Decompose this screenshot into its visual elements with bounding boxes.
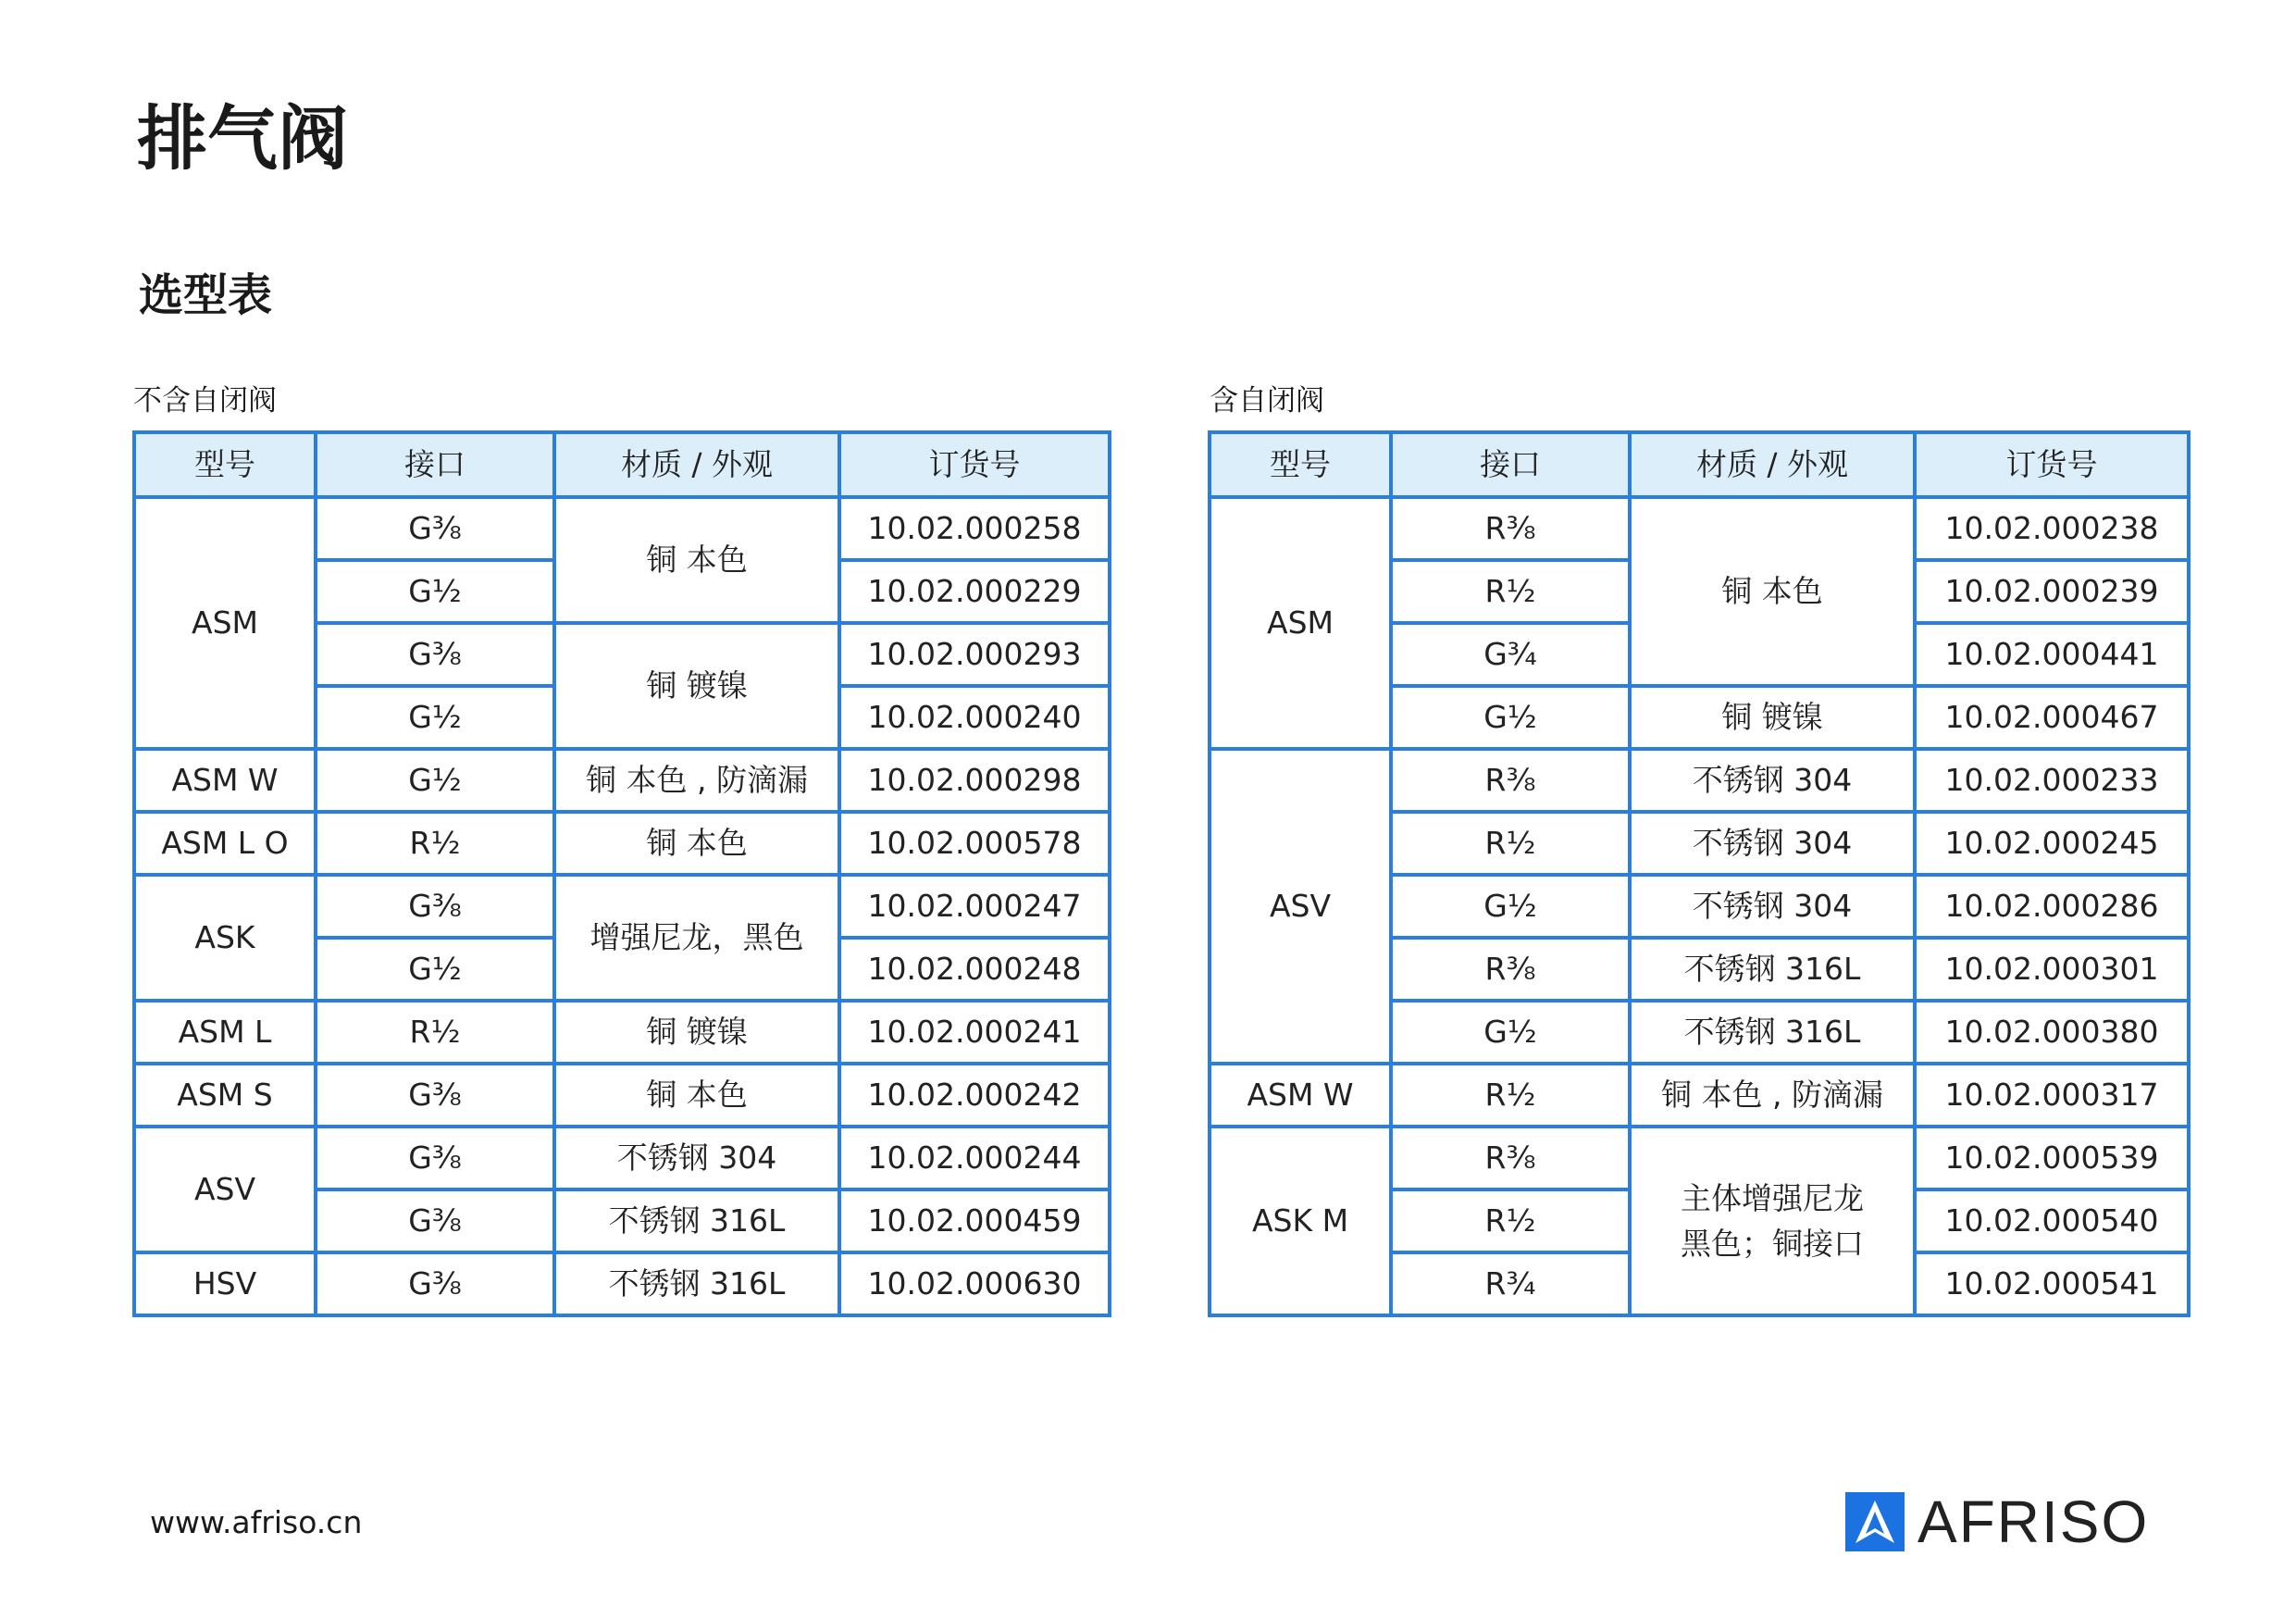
material-cell: 不锈钢 316L: [554, 1252, 839, 1315]
model-cell: ASK: [134, 875, 316, 1001]
table-row: [1210, 1064, 2189, 1127]
order-number-cell: 10.02.000539: [1915, 1127, 2189, 1189]
connection-cell: R⅜: [1391, 1127, 1630, 1189]
model-cell: ASM: [1210, 497, 1391, 749]
order-number-cell: 10.02.000301: [1915, 938, 2189, 1001]
header-connection: 接口: [1391, 432, 1630, 497]
right-table-caption: 含自闭阀: [1210, 384, 1324, 417]
order-number-cell: 10.02.000244: [839, 1127, 1110, 1189]
material-cell: 铜 镀镍: [554, 1001, 839, 1064]
order-number-cell: 10.02.000286: [1915, 875, 2189, 938]
order-number-cell: 10.02.000380: [1915, 1001, 2189, 1064]
connection-cell: G½: [1391, 686, 1630, 749]
connection-cell: G½: [316, 938, 554, 1001]
table-row: [134, 1064, 1110, 1127]
order-number-cell: 10.02.000293: [839, 623, 1110, 686]
table-header-row: [134, 432, 1110, 497]
connection-cell: G½: [1391, 875, 1630, 938]
model-cell: ASV: [1210, 749, 1391, 1064]
material-cell: 增强尼龙，黑色: [554, 875, 839, 1001]
material-cell: 铜 本色 , 防滴漏: [1630, 1064, 1915, 1127]
table-row: [1210, 497, 2189, 560]
model-cell: ASM S: [134, 1064, 316, 1127]
material-cell: 不锈钢 316L: [554, 1189, 839, 1252]
table-row: [134, 1001, 1110, 1064]
connection-cell: G⅜: [316, 1064, 554, 1127]
order-number-cell: 10.02.000240: [839, 686, 1110, 749]
header-material: 材质 / 外观: [554, 432, 839, 497]
connection-cell: G¾: [1391, 623, 1630, 686]
order-number-cell: 10.02.000441: [1915, 623, 2189, 686]
order-number-cell: 10.02.000578: [839, 812, 1110, 875]
model-cell: ASK M: [1210, 1127, 1391, 1315]
order-number-cell: 10.02.000241: [839, 1001, 1110, 1064]
model-cell: ASM W: [1210, 1064, 1391, 1127]
left-table-caption: 不含自闭阀: [133, 384, 277, 417]
afriso-triangle-icon: [1845, 1492, 1905, 1551]
connection-cell: G⅜: [316, 497, 554, 560]
material-cell: 铜 本色: [554, 812, 839, 875]
model-cell: ASM L O: [134, 812, 316, 875]
selection-table-with-self-closing-valve: [1208, 430, 2191, 1317]
order-number-cell: 10.02.000298: [839, 749, 1110, 812]
connection-cell: G½: [1391, 1001, 1630, 1064]
order-number-cell: 10.02.000540: [1915, 1189, 2189, 1252]
order-number-cell: 10.02.000248: [839, 938, 1110, 1001]
table-header-row: [1210, 432, 2189, 497]
order-number-cell: 10.02.000247: [839, 875, 1110, 938]
order-number-cell: 10.02.000233: [1915, 749, 2189, 812]
table-row: [134, 497, 1110, 560]
table-row: [134, 749, 1110, 812]
material-cell: 铜 本色 , 防滴漏: [554, 749, 839, 812]
material-cell: 铜 本色: [1630, 497, 1915, 686]
header-material: 材质 / 外观: [1630, 432, 1915, 497]
connection-cell: G⅜: [316, 1252, 554, 1315]
order-number-cell: 10.02.000229: [839, 560, 1110, 623]
connection-cell: R½: [1391, 1189, 1630, 1252]
material-cell: 主体增强尼龙 黑色；铜接口: [1630, 1127, 1915, 1315]
order-number-cell: 10.02.000239: [1915, 560, 2189, 623]
model-cell: ASV: [134, 1127, 316, 1252]
material-cell: 铜 镀镍: [554, 623, 839, 749]
order-number-cell: 10.02.000258: [839, 497, 1110, 560]
connection-cell: R¾: [1391, 1252, 1630, 1315]
connection-cell: G½: [316, 560, 554, 623]
connection-cell: R½: [316, 1001, 554, 1064]
material-cell: 不锈钢 304: [1630, 875, 1915, 938]
order-number-cell: 10.02.000242: [839, 1064, 1110, 1127]
connection-cell: R⅜: [1391, 938, 1630, 1001]
page-subtitle: 选型表: [139, 269, 273, 321]
header-model: 型号: [134, 432, 316, 497]
table-row: [1210, 749, 2189, 812]
header-order-number: 订货号: [1915, 432, 2189, 497]
website-link[interactable]: www.afriso.cn: [150, 1504, 363, 1540]
connection-cell: R½: [1391, 1064, 1630, 1127]
order-number-cell: 10.02.000245: [1915, 812, 2189, 875]
material-cell: 铜 镀镍: [1630, 686, 1915, 749]
model-cell: ASM: [134, 497, 316, 749]
order-number-cell: 10.02.000317: [1915, 1064, 2189, 1127]
order-number-cell: 10.02.000238: [1915, 497, 2189, 560]
table-row: [134, 875, 1110, 938]
connection-cell: R⅜: [1391, 497, 1630, 560]
order-number-cell: 10.02.000541: [1915, 1252, 2189, 1315]
connection-cell: R½: [1391, 812, 1630, 875]
connection-cell: G⅜: [316, 1189, 554, 1252]
connection-cell: R⅜: [1391, 749, 1630, 812]
order-number-cell: 10.02.000467: [1915, 686, 2189, 749]
header-model: 型号: [1210, 432, 1391, 497]
material-cell: 不锈钢 304: [554, 1127, 839, 1189]
model-cell: ASM W: [134, 749, 316, 812]
logo-wordmark: AFRISO: [1917, 1488, 2150, 1555]
model-cell: HSV: [134, 1252, 316, 1315]
header-connection: 接口: [316, 432, 554, 497]
material-cell: 不锈钢 316L: [1630, 938, 1915, 1001]
table-row: [134, 1127, 1110, 1189]
connection-cell: R½: [1391, 560, 1630, 623]
table-row: [1210, 1127, 2189, 1189]
table-row: [134, 812, 1110, 875]
connection-cell: G⅜: [316, 875, 554, 938]
connection-cell: G⅜: [316, 1127, 554, 1189]
connection-cell: G⅜: [316, 623, 554, 686]
table-row: [134, 1252, 1110, 1315]
selection-table-without-self-closing-valve: [132, 430, 1111, 1317]
company-logo: [1845, 1488, 2150, 1555]
triangle-arrow-icon: [1854, 1499, 1896, 1545]
connection-cell: G½: [316, 686, 554, 749]
header-order-number: 订货号: [839, 432, 1110, 497]
material-cell: 铜 本色: [554, 1064, 839, 1127]
page-title: 排气阀: [137, 97, 348, 180]
order-number-cell: 10.02.000630: [839, 1252, 1110, 1315]
order-number-cell: 10.02.000459: [839, 1189, 1110, 1252]
material-cell: 不锈钢 316L: [1630, 1001, 1915, 1064]
material-cell: 铜 本色: [554, 497, 839, 623]
material-cell: 不锈钢 304: [1630, 812, 1915, 875]
model-cell: ASM L: [134, 1001, 316, 1064]
material-cell: 不锈钢 304: [1630, 749, 1915, 812]
connection-cell: G½: [316, 749, 554, 812]
connection-cell: R½: [316, 812, 554, 875]
